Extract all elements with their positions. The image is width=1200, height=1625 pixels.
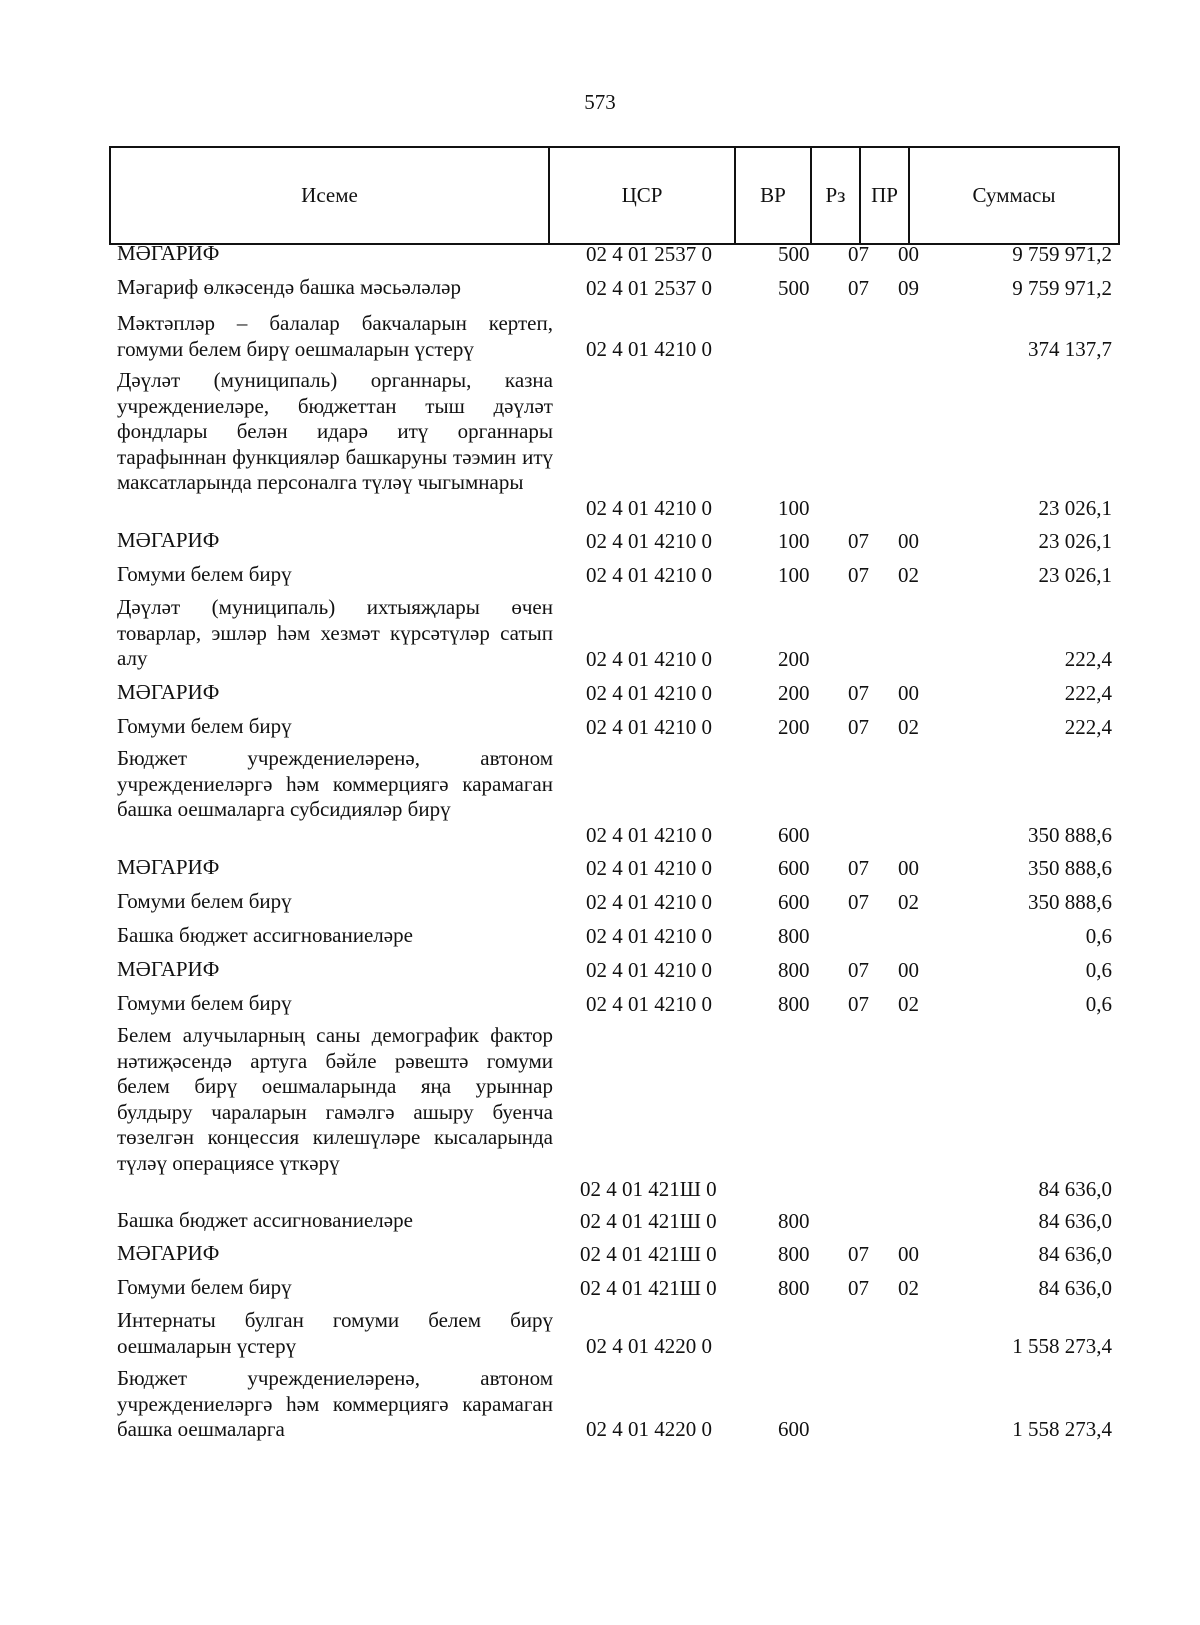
pr-cell: 02 <box>898 889 919 914</box>
name-cell: Дәүләт (муниципаль) ихтыяҗлары өчен товарлар, эшләр һәм хезмәт күрсәтүләр сатып алу <box>117 595 553 670</box>
table-row <box>0 368 1200 521</box>
sum-cell: 350 888,6 <box>1028 822 1112 847</box>
table-row <box>0 595 1200 672</box>
sum-cell: 23 026,1 <box>1038 562 1112 587</box>
header-sum: Суммасы <box>972 183 1056 207</box>
csr-cell: 02 4 01 2537 0 <box>586 241 712 266</box>
name-cell: Гомуми белем бирү <box>117 562 292 586</box>
name-cell: МӘГАРИФ <box>117 680 220 704</box>
csr-cell: 02 4 01 4210 0 <box>586 714 712 739</box>
rz-cell: 07 <box>848 957 869 982</box>
name-cell: МӘГАРИФ <box>117 1241 220 1265</box>
sum-cell: 23 026,1 <box>1038 528 1112 553</box>
name-cell: МӘГАРИФ <box>117 528 220 552</box>
csr-cell: 02 4 01 4210 0 <box>586 680 712 705</box>
name-cell: Бюджет учреждениеләренә, автоном учреждениеләргә һәм коммерциягә карамаган башка оешмаларга субсидияләр бирү <box>117 746 553 821</box>
table-row <box>0 1308 1200 1359</box>
table-row <box>0 275 1200 301</box>
sum-cell: 1 558 273,4 <box>1012 1333 1112 1358</box>
csr-cell: 02 4 01 4210 0 <box>586 562 712 587</box>
table-row <box>0 680 1200 706</box>
pr-cell: 09 <box>898 275 919 300</box>
vr-cell: 500 <box>778 241 810 266</box>
table-row <box>0 889 1200 915</box>
sum-cell: 84 636,0 <box>1038 1208 1112 1233</box>
table-row <box>0 1023 1200 1202</box>
pr-cell: 02 <box>898 1275 919 1300</box>
csr-cell: 02 4 01 4210 0 <box>586 495 712 520</box>
sum-cell: 0,6 <box>1085 991 1112 1016</box>
pr-cell: 02 <box>898 562 919 587</box>
csr-cell: 02 4 01 421Ш 0 <box>580 1241 717 1266</box>
header-rz: Рз <box>812 148 861 243</box>
name-cell: Мәктәпләр – балалар бакчаларын кертеп, гомуми белем бирү оешмаларын үстерү <box>117 311 553 361</box>
vr-cell: 100 <box>778 495 810 520</box>
pr-cell: 00 <box>898 680 919 705</box>
csr-cell: 02 4 01 421Ш 0 <box>580 1176 717 1201</box>
sum-cell: 222,4 <box>1064 680 1112 705</box>
csr-cell: 02 4 01 4210 0 <box>586 957 712 982</box>
vr-cell: 100 <box>778 562 810 587</box>
name-cell: Гомуми белем бирү <box>117 714 292 738</box>
vr-cell: 500 <box>778 275 810 300</box>
vr-cell: 800 <box>778 1241 810 1266</box>
table-row <box>0 991 1200 1017</box>
name-cell: Башка бюджет ассигнованиеләре <box>117 923 413 947</box>
csr-cell: 02 4 01 4220 0 <box>586 1416 712 1441</box>
pr-cell: 00 <box>898 1241 919 1266</box>
rz-cell: 07 <box>848 1275 869 1300</box>
vr-cell: 800 <box>778 1208 810 1233</box>
table-row <box>0 311 1200 362</box>
rz-cell: 07 <box>848 562 869 587</box>
sum-cell: 9 759 971,2 <box>1012 275 1112 300</box>
vr-cell: 600 <box>778 855 810 880</box>
rz-cell: 07 <box>848 1241 869 1266</box>
sum-cell: 23 026,1 <box>1038 495 1112 520</box>
vr-cell: 800 <box>778 1275 810 1300</box>
rz-cell: 07 <box>848 275 869 300</box>
sum-cell: 84 636,0 <box>1038 1241 1112 1266</box>
table-row <box>0 1275 1200 1301</box>
sum-cell: 84 636,0 <box>1038 1275 1112 1300</box>
csr-cell: 02 4 01 4210 0 <box>586 822 712 847</box>
table-row <box>0 957 1200 983</box>
rz-cell: 07 <box>848 680 869 705</box>
vr-cell: 800 <box>778 923 810 948</box>
name-cell: Гомуми белем бирү <box>117 1275 292 1299</box>
sum-cell: 9 759 971,2 <box>1012 241 1112 266</box>
csr-cell: 02 4 01 4210 0 <box>586 923 712 948</box>
sum-cell: 350 888,6 <box>1028 855 1112 880</box>
csr-cell: 02 4 01 4210 0 <box>586 528 712 553</box>
sum-cell: 350 888,6 <box>1028 889 1112 914</box>
vr-cell: 200 <box>778 646 810 671</box>
vr-cell: 800 <box>778 991 810 1016</box>
vr-cell: 800 <box>778 957 810 982</box>
vr-cell: 600 <box>778 1416 810 1441</box>
name-cell: Бюджет учреждениеләренә, автоном учреждениеләргә һәм коммерциягә карамаган башка оешмаларга <box>117 1366 553 1441</box>
csr-cell: 02 4 01 4210 0 <box>586 889 712 914</box>
name-cell: МӘГАРИФ <box>117 855 220 879</box>
csr-cell: 02 4 01 4210 0 <box>586 991 712 1016</box>
header-vr: ВР <box>736 148 812 243</box>
csr-cell: 02 4 01 4220 0 <box>586 1333 712 1358</box>
vr-cell: 200 <box>778 714 810 739</box>
pr-cell: 00 <box>898 241 919 266</box>
pr-cell: 00 <box>898 855 919 880</box>
name-cell: Интернаты булган гомуми белем бирү оешмаларын үстерү <box>117 1308 553 1358</box>
header-name: Исеме <box>111 148 550 243</box>
vr-cell: 100 <box>778 528 810 553</box>
csr-cell: 02 4 01 4210 0 <box>586 336 712 361</box>
name-cell: МӘГАРИФ <box>117 241 220 265</box>
rz-cell: 07 <box>848 714 869 739</box>
table-row <box>0 746 1200 848</box>
table-row <box>0 241 1200 267</box>
csr-cell: 02 4 01 421Ш 0 <box>580 1275 717 1300</box>
rz-cell: 07 <box>848 528 869 553</box>
header-pr: ПР <box>861 148 910 243</box>
sum-cell: 222,4 <box>1064 646 1112 671</box>
name-cell: Мәгариф өлкәсендә башка мәсьәләләр <box>117 275 461 299</box>
sum-cell: 222,4 <box>1064 714 1112 739</box>
csr-cell: 02 4 01 4210 0 <box>586 855 712 880</box>
table-row <box>0 1366 1200 1442</box>
name-cell: Белем алучыларның саны демографик фактор нәтиҗәсендә артуга бәйле рәвештә гомуми белем бирү оешмаларында яңа урыннар булдыру чараларын гамәлгә ашыру буенча төзелгән концессия килешүләре кысаларында түләү операциясе үткәрү <box>117 1023 553 1175</box>
name-cell: Гомуми белем бирү <box>117 991 292 1015</box>
vr-cell: 600 <box>778 889 810 914</box>
page-number: 573 <box>584 90 616 114</box>
pr-cell: 02 <box>898 991 919 1016</box>
table-row <box>0 528 1200 554</box>
pr-cell: 00 <box>898 528 919 553</box>
csr-cell: 02 4 01 2537 0 <box>586 275 712 300</box>
vr-cell: 600 <box>778 822 810 847</box>
table-row <box>0 855 1200 881</box>
rz-cell: 07 <box>848 889 869 914</box>
sum-cell: 0,6 <box>1085 957 1112 982</box>
table-header <box>109 146 1120 245</box>
rz-cell: 07 <box>848 241 869 266</box>
sum-cell: 374 137,7 <box>1028 336 1112 361</box>
table-row <box>0 923 1200 949</box>
table-row <box>0 714 1200 740</box>
pr-cell: 00 <box>898 957 919 982</box>
table-row <box>0 1208 1200 1234</box>
vr-cell: 200 <box>778 680 810 705</box>
csr-cell: 02 4 01 421Ш 0 <box>580 1208 717 1233</box>
sum-cell: 1 558 273,4 <box>1012 1416 1112 1441</box>
pr-cell: 02 <box>898 714 919 739</box>
table-row <box>0 1241 1200 1267</box>
sum-cell: 84 636,0 <box>1038 1176 1112 1201</box>
rz-cell: 07 <box>848 991 869 1016</box>
table-row <box>0 562 1200 588</box>
rz-cell: 07 <box>848 855 869 880</box>
name-cell: МӘГАРИФ <box>117 957 220 981</box>
header-csr: ЦСР <box>550 148 736 243</box>
name-cell: Башка бюджет ассигнованиеләре <box>117 1208 413 1232</box>
name-cell: Дәүләт (муниципаль) органнары, казна учреждениеләре, бюджеттан тыш дәүләт фондлары белән идарә итү органнары тарафыннан функцияләр башкаруны тәэмин итү максатларында персоналга түләү чыгымнары <box>117 368 553 494</box>
csr-cell: 02 4 01 4210 0 <box>586 646 712 671</box>
name-cell: Гомуми белем бирү <box>117 889 292 913</box>
sum-cell: 0,6 <box>1085 923 1112 948</box>
